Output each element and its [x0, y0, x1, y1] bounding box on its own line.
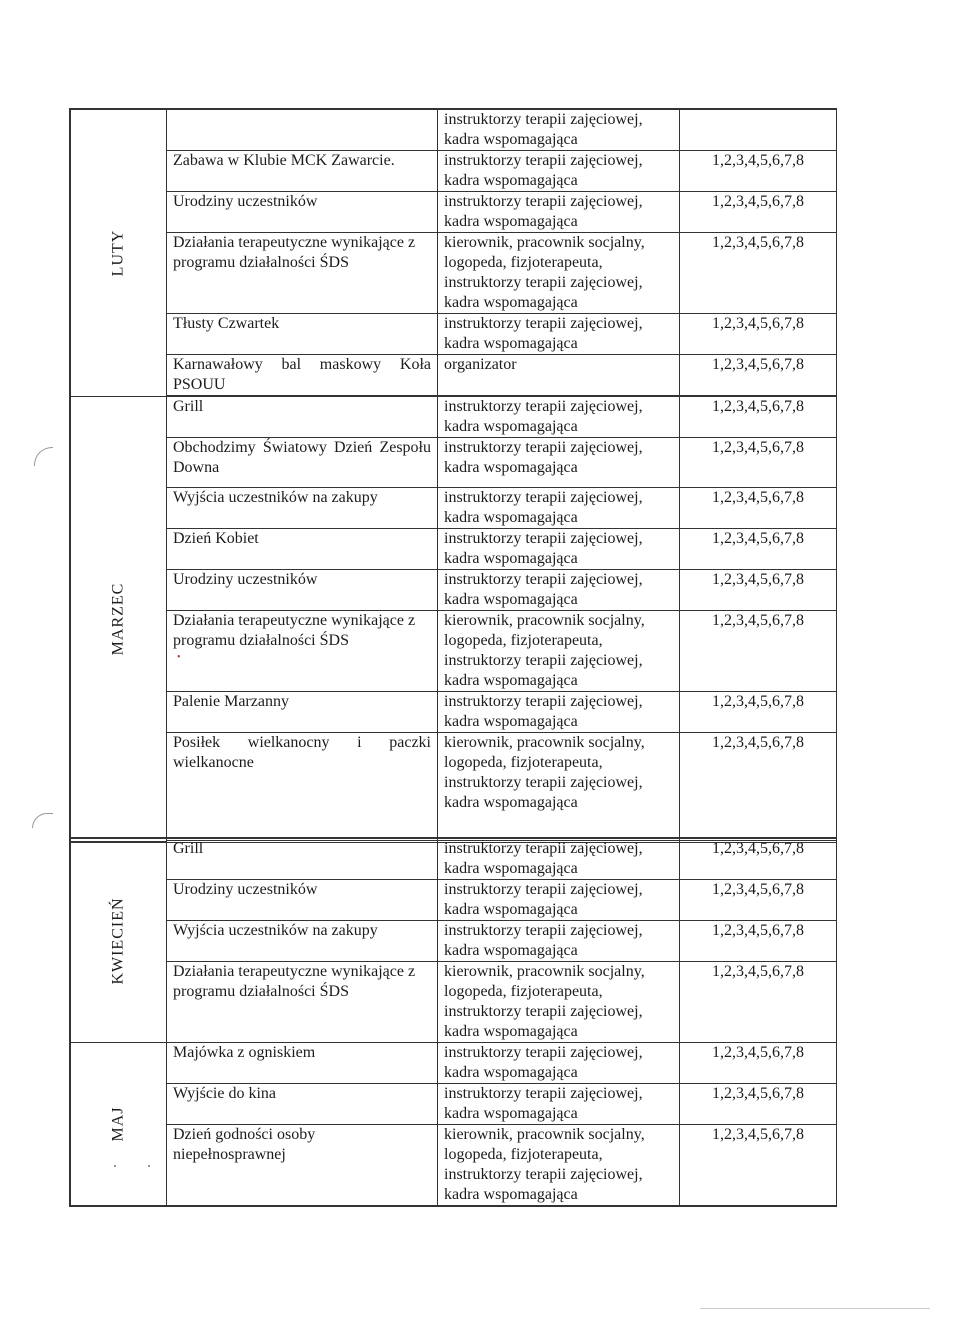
groups-cell: 1,2,3,4,5,6,7,8 — [680, 314, 837, 355]
groups-cell: 1,2,3,4,5,6,7,8 — [680, 1125, 837, 1206]
groups-cell: 1,2,3,4,5,6,7,8 — [680, 355, 837, 396]
month-label: MAJ — [109, 1106, 127, 1142]
groups-cell: 1,2,3,4,5,6,7,8 — [680, 151, 837, 192]
event-cell: Zabawa w Klubie MCK Zawarcie. — [167, 151, 438, 192]
responsible-cell: instruktorzy terapii zajęciowej, kadra wspomagająca — [438, 1043, 680, 1084]
table-row — [71, 570, 837, 611]
event-cell: Dzień godności osoby niepełnosprawnej — [167, 1125, 438, 1206]
groups-cell: 1,2,3,4,5,6,7,8 — [680, 488, 837, 529]
event-cell: Urodziny uczestników — [167, 880, 438, 921]
responsible-cell: instruktorzy terapii zajęciowej, kadra wspomagająca — [438, 488, 680, 529]
responsible-cell: kierownik, pracownik socjalny, logopeda, fizjoterapeuta, instruktorzy terapii zajęciowej, kadra wspomagająca — [438, 611, 680, 692]
scan-line — [700, 1308, 930, 1309]
table-row — [71, 314, 837, 355]
groups-cell: 1,2,3,4,5,6,7,8 — [680, 880, 837, 921]
groups-cell: 1,2,3,4,5,6,7,8 — [680, 921, 837, 962]
event-cell: Urodziny uczestników — [167, 570, 438, 611]
schedule-table-luty-marzec — [69, 108, 837, 843]
responsible-cell: kierownik, pracownik socjalny, logopeda, fizjoterapeuta, instruktorzy terapii zajęciowej, kadra wspomagająca — [438, 962, 680, 1043]
table-row — [71, 1043, 837, 1084]
schedule-table-kwiecien-maj — [69, 837, 837, 1207]
event-cell: Działania terapeutyczne wynikające z programu działalności ŚDS • — [167, 611, 438, 692]
table-row — [71, 233, 837, 314]
month-label: KWIECIEŃ — [109, 896, 127, 985]
responsible-cell: kierownik, pracownik socjalny, logopeda, fizjoterapeuta, instruktorzy terapii zajęciowej, kadra wspomagająca — [438, 733, 680, 841]
event-cell: Urodziny uczestników — [167, 192, 438, 233]
event-cell: Wyjścia uczestników na zakupy — [167, 921, 438, 962]
responsible-cell: kierownik, pracownik socjalny, logopeda, fizjoterapeuta, instruktorzy terapii zajęciowej, kadra wspomagająca — [438, 233, 680, 314]
event-cell: Działania terapeutyczne wynikające z programu działalności ŚDS — [167, 233, 438, 314]
responsible-cell: kierownik, pracownik socjalny, logopeda, fizjoterapeuta, instruktorzy terapii zajęciowej, kadra wspomagająca — [438, 1125, 680, 1206]
groups-cell: 1,2,3,4,5,6,7,8 — [680, 192, 837, 233]
groups-cell: 1,2,3,4,5,6,7,8 — [680, 438, 837, 488]
table-row — [71, 151, 837, 192]
event-cell: Wyjścia uczestników na zakupy — [167, 488, 438, 529]
responsible-cell: instruktorzy terapii zajęciowej, kadra wspomagająca — [438, 1084, 680, 1125]
event-cell: Dzień Kobiet — [167, 529, 438, 570]
table-row — [71, 839, 837, 880]
event-cell: Obchodzimy Światowy Dzień Zespołu Downa — [167, 438, 438, 488]
responsible-cell: instruktorzy terapii zajęciowej, kadra wspomagająca — [438, 692, 680, 733]
table-row — [71, 397, 837, 438]
table-row — [71, 192, 837, 233]
responsible-cell: instruktorzy terapii zajęciowej, kadra wspomagająca — [438, 839, 680, 880]
table-row — [71, 692, 837, 733]
responsible-cell: instruktorzy terapii zajęciowej, kadra wspomagająca — [438, 397, 680, 438]
responsible-cell: instruktorzy terapii zajęciowej, kadra wspomagająca — [438, 151, 680, 192]
table-row — [71, 529, 837, 570]
month-label: MARZEC — [109, 582, 127, 656]
responsible-cell: instruktorzy terapii zajęciowej, kadra wspomagająca — [438, 880, 680, 921]
groups-cell — [680, 110, 837, 151]
table-row — [71, 1084, 837, 1125]
scan-mark — [32, 813, 53, 828]
groups-cell: 1,2,3,4,5,6,7,8 — [680, 692, 837, 733]
responsible-cell: instruktorzy terapii zajęciowej, kadra wspomagająca — [438, 110, 680, 151]
groups-cell: 1,2,3,4,5,6,7,8 — [680, 397, 837, 438]
table-row — [71, 438, 837, 488]
table-row — [71, 733, 837, 841]
scan-mark — [34, 447, 53, 466]
table-row — [71, 611, 837, 692]
table-row — [71, 921, 837, 962]
groups-cell: 1,2,3,4,5,6,7,8 — [680, 733, 837, 841]
responsible-cell: instruktorzy terapii zajęciowej, kadra wspomagająca — [438, 438, 680, 488]
month-cell-luty — [71, 110, 167, 397]
table-row — [71, 962, 837, 1043]
month-cell-marzec — [71, 397, 167, 842]
event-cell: Grill — [167, 839, 438, 880]
groups-cell: 1,2,3,4,5,6,7,8 — [680, 529, 837, 570]
event-cell: Palenie Marzanny — [167, 692, 438, 733]
responsible-cell: instruktorzy terapii zajęciowej, kadra wspomagająca — [438, 314, 680, 355]
responsible-cell: instruktorzy terapii zajęciowej, kadra wspomagająca — [438, 570, 680, 611]
event-cell: Tłusty Czwartek — [167, 314, 438, 355]
responsible-cell: instruktorzy terapii zajęciowej, kadra wspomagająca — [438, 192, 680, 233]
groups-cell: 1,2,3,4,5,6,7,8 — [680, 233, 837, 314]
responsible-cell: instruktorzy terapii zajęciowej, kadra wspomagająca — [438, 921, 680, 962]
table-row — [71, 355, 837, 396]
event-cell: Karnawałowy bal maskowy Koła PSOUU — [167, 355, 438, 396]
responsible-cell: organizator — [438, 355, 680, 396]
month-label: LUTY — [109, 229, 127, 277]
month-cell-kwiecien — [71, 839, 167, 1043]
groups-cell: 1,2,3,4,5,6,7,8 — [680, 962, 837, 1043]
scan-dot: • — [177, 652, 181, 663]
event-cell: Posiłek wielkanocny i paczki wielkanocne — [167, 733, 438, 841]
event-cell: Działania terapeutyczne wynikające z programu działalności ŚDS — [167, 962, 438, 1043]
table-row — [71, 880, 837, 921]
groups-cell: 1,2,3,4,5,6,7,8 — [680, 570, 837, 611]
groups-cell: 1,2,3,4,5,6,7,8 — [680, 839, 837, 880]
event-cell: Grill — [167, 397, 438, 438]
table-row — [71, 110, 837, 151]
event-cell — [167, 110, 438, 151]
responsible-cell: instruktorzy terapii zajęciowej, kadra wspomagająca — [438, 529, 680, 570]
event-cell: Wyjście do kina — [167, 1084, 438, 1125]
groups-cell: 1,2,3,4,5,6,7,8 — [680, 611, 837, 692]
event-cell: Majówka z ogniskiem — [167, 1043, 438, 1084]
table-row — [71, 1125, 837, 1206]
groups-cell: 1,2,3,4,5,6,7,8 — [680, 1043, 837, 1084]
table-row — [71, 488, 837, 529]
month-cell-maj — [71, 1043, 167, 1206]
groups-cell: 1,2,3,4,5,6,7,8 — [680, 1084, 837, 1125]
